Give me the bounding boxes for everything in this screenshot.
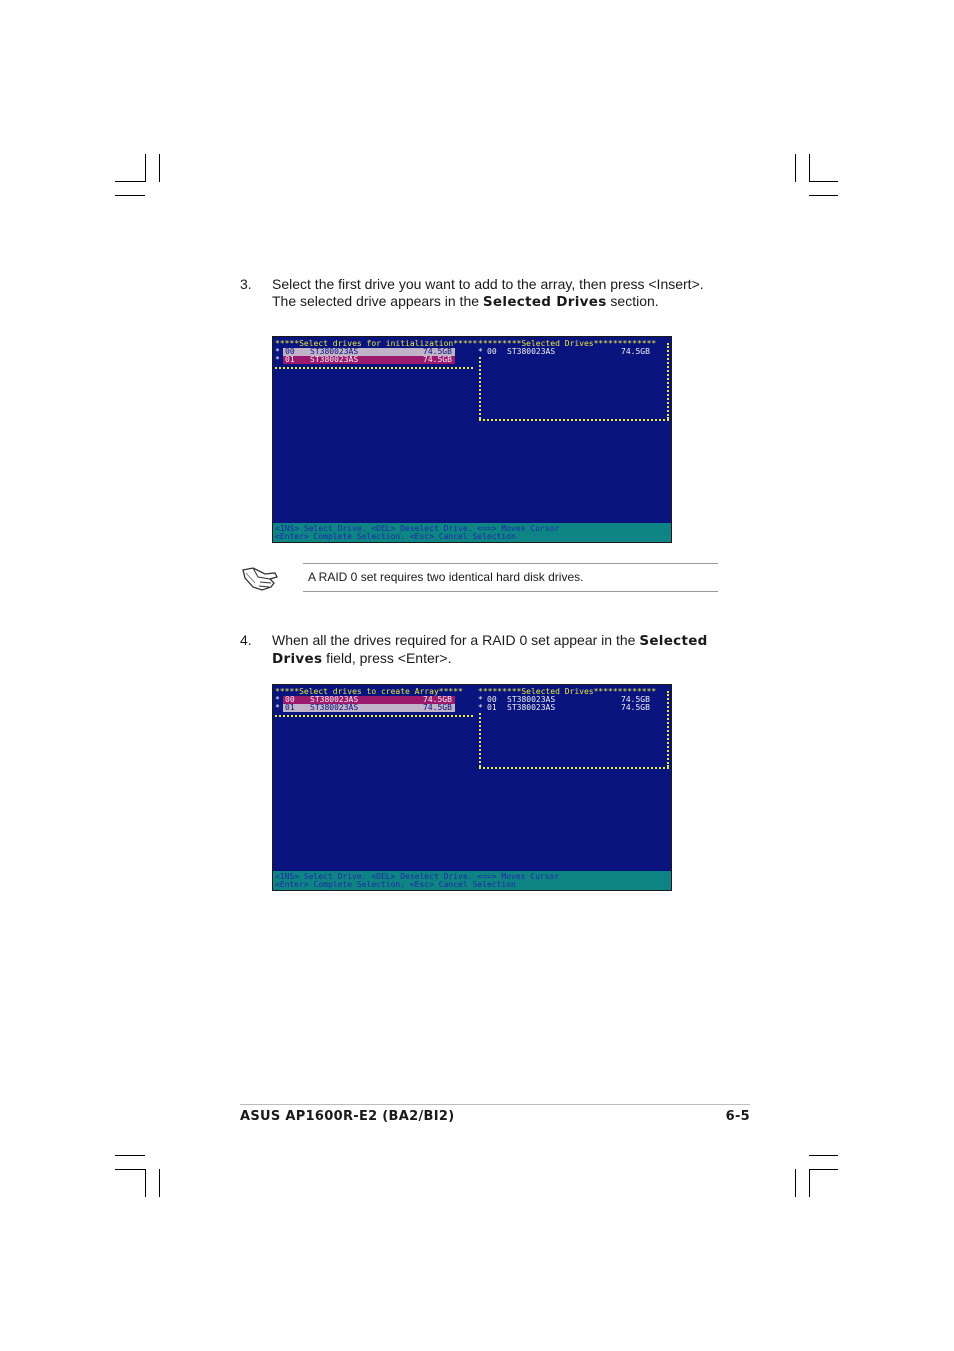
- footer-title: ASUS AP1600R-E2 (BA2/BI2): [240, 1109, 455, 1124]
- help-line-1: <INS> Select Drive. <DEL> Deselect Drive. <==> Moves Cursor: [275, 872, 560, 881]
- selected-drive-size: 74.5GB: [621, 695, 650, 704]
- right-panel-header: *********Selected Drives*************: [478, 339, 657, 348]
- note-box: [303, 563, 718, 592]
- right-panel-bottom-border: [479, 767, 669, 769]
- note-text: A RAID 0 set requires two identical hard disk drives.: [308, 570, 584, 584]
- selected-drive-model: ST380023AS: [507, 695, 556, 704]
- step-4: [240, 632, 740, 668]
- help-line-2: <Enter> Complete Selection. <Esc> Cancel Selection: [275, 532, 516, 541]
- step-text: Select the first drive you want to add to the array, then press <Insert>. The selected drive appears in the Selected Drives section.: [272, 276, 704, 310]
- right-panel-bottom-border: [479, 419, 669, 421]
- step-3: [240, 276, 740, 328]
- drive-size[interactable]: 74.5GB: [423, 695, 452, 704]
- ui-term: Selected Drives: [482, 294, 607, 310]
- drive-size[interactable]: 74.5GB: [423, 703, 452, 712]
- left-panel-header: *****Select drives for initialization*****: [275, 339, 478, 348]
- bios-screenshot-create-array: *****Select drives to create Array***** *********Selected Drives************* * 00 ST380023AS 74.5GB * 01 ST380023AS 74.5GB * 00 ST380023AS 74.5GB * 01 ST380023AS 74.5GB <INS> Select Drive. <DEL> Deselect Drive. <==> Moves Cursor <Enter> Complete Selection. <Esc> Cancel Selection: [272, 684, 672, 891]
- page-number: 6-5: [725, 1109, 750, 1124]
- drive-id[interactable]: 00: [285, 347, 295, 356]
- step-text: When all the drives required for a RAID 0 set appear in the Selected Drives field, press <Enter>.: [272, 632, 708, 667]
- page-footer: [240, 1104, 750, 1124]
- note-icon: [240, 561, 280, 593]
- selected-drive-size: 74.5GB: [621, 347, 650, 356]
- selected-drive-size: 74.5GB: [621, 703, 650, 712]
- drive-model[interactable]: ST380023AS: [310, 695, 359, 704]
- help-bar: [273, 523, 671, 542]
- drive-model[interactable]: ST380023AS: [310, 703, 359, 712]
- left-panel-bottom-border: [275, 367, 473, 369]
- help-bar: [273, 871, 671, 890]
- selected-drive-id: 01: [487, 703, 497, 712]
- help-line-1: <INS> Select Drive. <DEL> Deselect Drive. <==> Moves Cursor: [275, 524, 560, 533]
- left-panel-header: *****Select drives to create Array*****: [275, 687, 463, 696]
- selected-drive-model: ST380023AS: [507, 703, 556, 712]
- selected-drive-id: 00: [487, 347, 497, 356]
- right-panel-left-border: [479, 357, 481, 419]
- right-panel-left-border: [479, 713, 481, 767]
- left-panel-bottom-border: [275, 715, 473, 717]
- drive-model[interactable]: ST380023AS: [310, 355, 359, 364]
- drive-size[interactable]: 74.5GB: [423, 355, 452, 364]
- right-panel-right-border: [667, 691, 669, 767]
- step-number: 4.: [240, 632, 252, 648]
- drive-id[interactable]: 00: [285, 695, 295, 704]
- help-line-2: <Enter> Complete Selection. <Esc> Cancel Selection: [275, 880, 516, 889]
- drive-model[interactable]: ST380023AS: [310, 347, 359, 356]
- selected-drive-id: 00: [487, 695, 497, 704]
- ui-term: Selected Drives: [272, 633, 708, 667]
- right-panel-right-border: [667, 343, 669, 419]
- selected-drive-model: ST380023AS: [507, 347, 556, 356]
- drive-size[interactable]: 74.5GB: [423, 347, 452, 356]
- step-number: 3.: [240, 276, 252, 292]
- bios-screenshot-initialization: *****Select drives for initialization***** *********Selected Drives************* * 00 ST380023AS 74.5GB * 01 ST380023AS 74.5GB * 00 ST380023AS 74.5GB <INS> Select Drive. <DEL> Deselect Drive. <==> Moves Cursor <Enter> Complete Selection. <Esc> Cancel Selection: [272, 336, 672, 543]
- drive-id[interactable]: 01: [285, 703, 295, 712]
- drive-id[interactable]: 01: [285, 355, 295, 364]
- right-panel-header: *********Selected Drives*************: [478, 687, 657, 696]
